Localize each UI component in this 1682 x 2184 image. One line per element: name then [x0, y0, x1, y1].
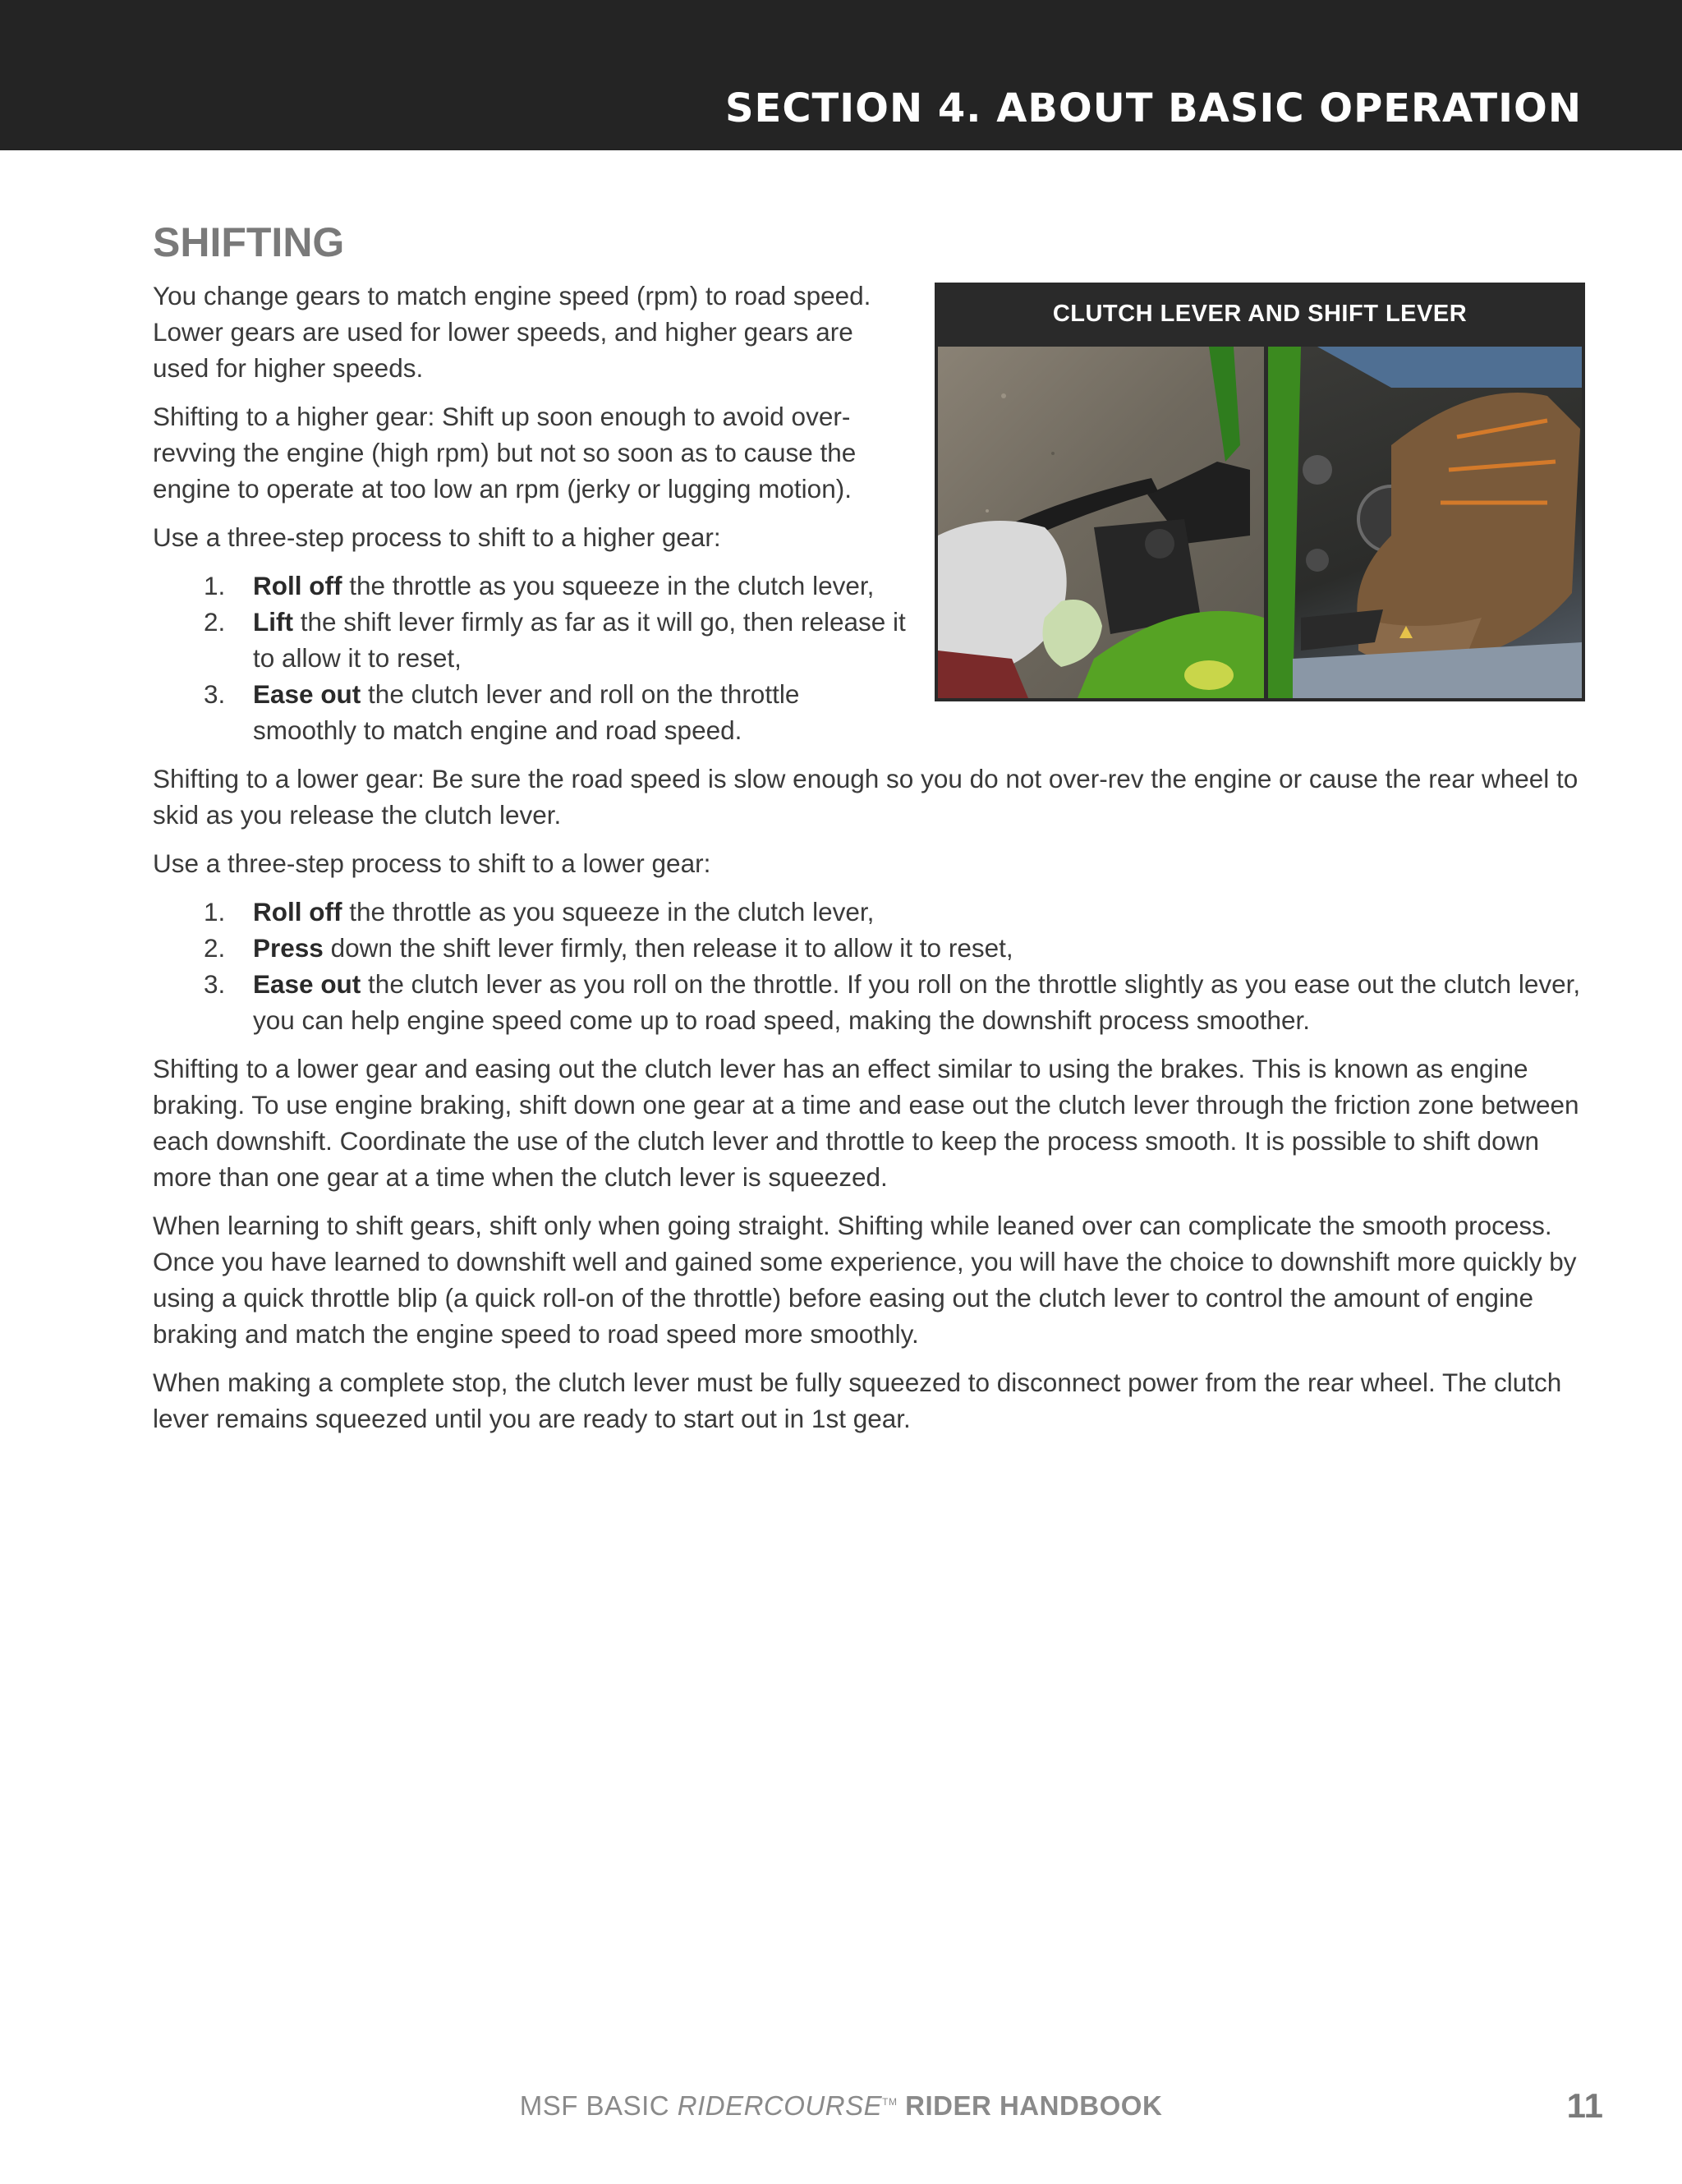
- shift-lever-photo: [1268, 347, 1582, 698]
- clutch-shift-figure: [935, 283, 1585, 701]
- step-keyword: Lift: [253, 607, 293, 637]
- clutch-lever-photo: [938, 347, 1264, 698]
- step-number: 3.: [204, 679, 226, 709]
- footer-course-name: RIDERCOURSE: [677, 2090, 883, 2121]
- downshift-steps-list: [153, 894, 1586, 1038]
- list-item: [153, 930, 1586, 966]
- step-number: 2.: [204, 933, 226, 963]
- footer-suffix: RIDER HANDBOOK: [897, 2090, 1163, 2121]
- step-keyword: Roll off: [253, 897, 342, 926]
- downshift-process-intro: Use a three-step process to shift to a lower gear:: [153, 848, 711, 878]
- shift-lever-illustration: [1268, 347, 1582, 698]
- figure-title: CLUTCH LEVER AND SHIFT LEVER: [1052, 301, 1468, 327]
- section-title: SECTION 4. ABOUT BASIC OPERATION: [724, 85, 1582, 131]
- step-number: 1.: [204, 897, 226, 926]
- upshift-paragraph: Shifting to a higher gear: Shift up soon enough to avoid over-revving the engine (high rpm) but not so soon as to cause the engine to operate at too low an rpm (jerky or lugging motion).: [153, 402, 857, 503]
- engine-braking-paragraph: Shifting to a lower gear and easing out the clutch lever has an effect similar to using the brakes. This is known as engine braking. To use engine braking, shift down one gear at a time and ease out the clutch lever through the friction zone between each downshift. Coordinate the use of the clutch lever and throttle to keep the process smooth. It is possible to shift down more than one gear at a time when the clutch lever is squeezed.: [153, 1054, 1579, 1192]
- clutch-lever-illustration: [938, 347, 1264, 698]
- trademark-mark: TM: [882, 2096, 898, 2108]
- step-text: the shift lever firmly as far as it will go, then release it to allow it to reset,: [253, 607, 906, 673]
- list-item: [153, 604, 910, 676]
- list-item: [153, 894, 1586, 930]
- step-text: down the shift lever firmly, then release it to allow it to reset,: [323, 933, 1013, 963]
- step-keyword: Press: [253, 933, 324, 963]
- page-number: 11: [1566, 2086, 1603, 2125]
- step-keyword: Ease out: [253, 679, 361, 709]
- step-text: the throttle as you squeeze in the clutch lever,: [342, 897, 875, 926]
- list-item: [153, 676, 910, 748]
- list-item: [153, 966, 1586, 1038]
- step-keyword: Ease out: [253, 969, 361, 999]
- step-text: the clutch lever as you roll on the throttle. If you roll on the throttle slightly as you ease out the clutch lever, you can help engine speed come up to road speed, making the downshift process smoother.: [253, 969, 1581, 1035]
- page-heading: SHIFTING: [153, 219, 345, 265]
- section-header-bar: [0, 0, 1682, 150]
- footer-prefix: MSF BASIC: [519, 2090, 678, 2121]
- step-number: 2.: [204, 607, 226, 637]
- intro-paragraph: You change gears to match engine speed (rpm) to road speed. Lower gears are used for lower speeds, and higher gears are used for higher speeds.: [153, 281, 871, 383]
- step-number: 3.: [204, 969, 226, 999]
- page-footer: [0, 2090, 1682, 2122]
- step-text: the clutch lever and roll on the throttle smoothly to match engine and road speed.: [253, 679, 800, 745]
- step-text: the throttle as you squeeze in the clutch lever,: [342, 571, 875, 600]
- step-keyword: Roll off: [253, 571, 342, 600]
- step-number: 1.: [204, 571, 226, 600]
- complete-stop-paragraph: When making a complete stop, the clutch lever must be fully squeezed to disconnect power from the rear wheel. The clutch lever remains squeezed until you are ready to start out in 1st gear.: [153, 1368, 1562, 1433]
- list-item: [153, 568, 910, 604]
- learning-paragraph: When learning to shift gears, shift only when going straight. Shifting while leaned over can complicate the smooth process. Once you have learned to downshift well and gained some experience, you will have the choice to downshift more quickly by using a quick throttle blip (a quick roll-on of the throttle) before easing out the clutch lever to control the amount of engine braking and match the engine speed to road speed more smoothly.: [153, 1211, 1577, 1349]
- downshift-paragraph: Shifting to a lower gear: Be sure the road speed is slow enough so you do not over-rev the engine or cause the rear wheel to skid as you release the clutch lever.: [153, 764, 1579, 830]
- upshift-process-intro: Use a three-step process to shift to a higher gear:: [153, 522, 721, 552]
